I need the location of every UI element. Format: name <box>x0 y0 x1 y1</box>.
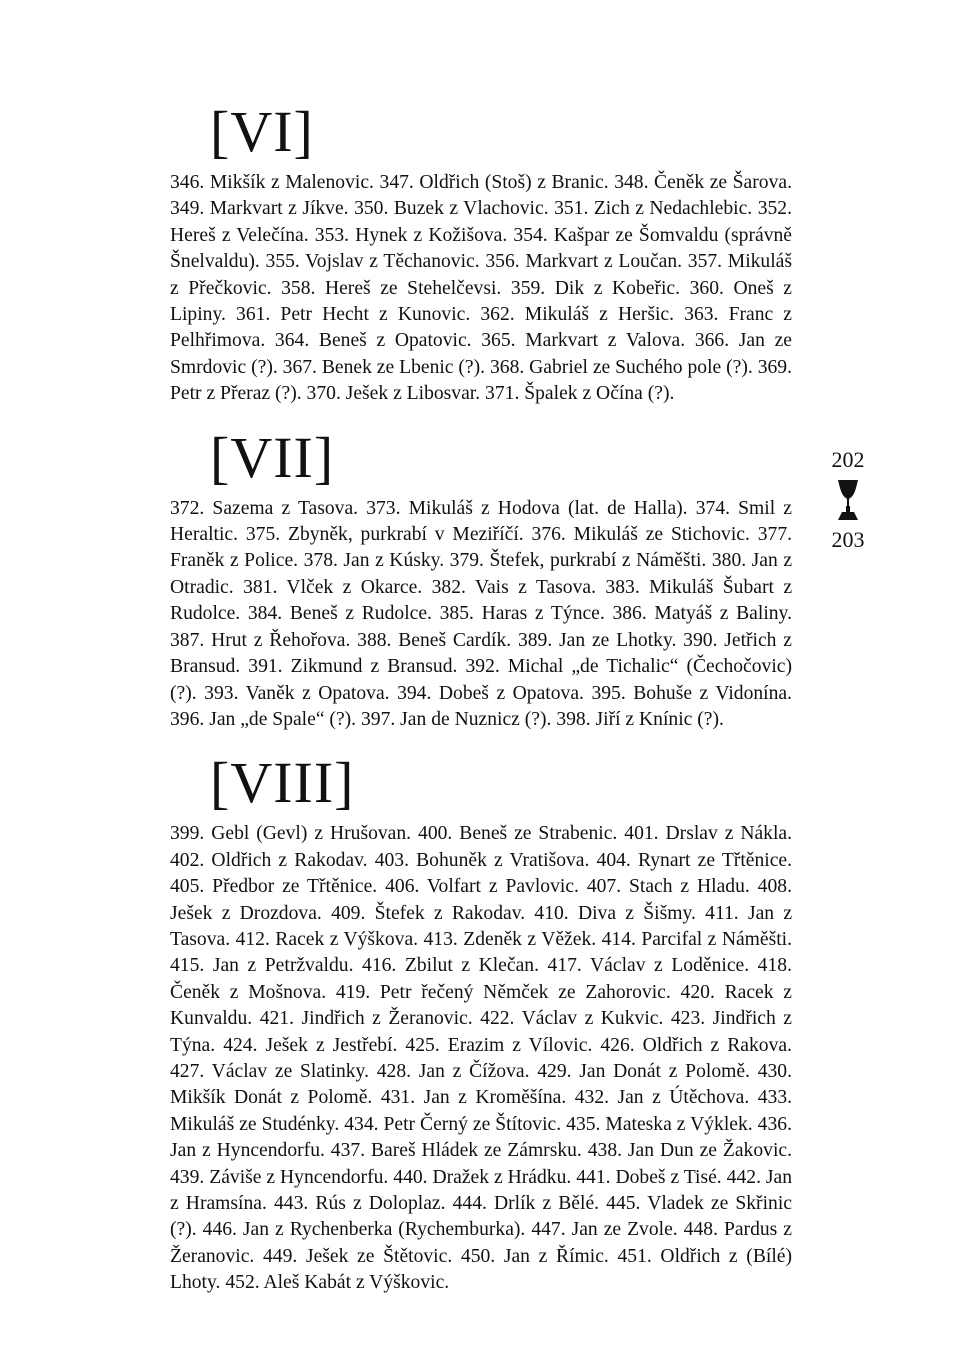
entry-item: 348. Čeněk ze Šarova. <box>614 172 792 193</box>
entry-item: 432. Jan z Útěchova. <box>574 1087 750 1109</box>
page-number-top: 202 <box>831 447 865 472</box>
entry-item: 434. Petr Černý ze Štítovic. <box>344 1113 562 1135</box>
entry-item: 411. Jan z Tasova. <box>170 902 793 950</box>
entry-item: 420. Racek z Kunvaldu. <box>170 981 792 1030</box>
entry-item: 356. Markvart z Loučan. <box>485 251 683 273</box>
entry-item: 383. Mikuláš Šubart z Rudolce. <box>170 576 793 625</box>
entry-item: 359. Dik z Kobeřic. <box>510 277 681 299</box>
entry-item: 392. Michal „de Tichalic“ (Čechočovic) (?). <box>170 656 792 704</box>
entry-list <box>170 496 792 734</box>
entry-item: 354. Kašpar ze Šomvaldu (správně Šnelvaldu). <box>170 224 792 273</box>
entry-item: 375. Zbyněk, purkrabí v Meziříčí. <box>245 524 524 546</box>
entry-item: 358. Hereš ze Stehelčevsi. <box>281 277 502 299</box>
entry-item: 447. Jan ze Zvole. <box>531 1219 678 1241</box>
entry-item: 406. Volfart z Pavlovic. <box>385 876 579 898</box>
page-number-bottom: 203 <box>831 527 865 552</box>
entry-item: 408. Ješek z Drozdova. <box>170 876 792 924</box>
entry-item: 401. Drslav z Nákla. <box>624 823 793 845</box>
entry-item: 349. Markvart z Jíkve. <box>170 198 349 220</box>
entry-item: 440. Dražek z Hrádku. <box>393 1166 572 1188</box>
entry-item: 450. Jan z Římic. <box>460 1245 609 1267</box>
entry-item: 410. Diva z Šišmy. <box>534 902 696 924</box>
entry-item: 452. Aleš Kabát z Výškovic. <box>225 1272 450 1294</box>
entry-item: 405. Předbor ze Třtěnice. <box>170 876 378 898</box>
entry-item: 404. Rynart ze Třtěnice. <box>596 849 792 871</box>
entry-item: 393. Vaněk z Opatova. <box>204 682 390 704</box>
entry-item: 448. Pardus z Žeranovic. <box>170 1219 792 1267</box>
entry-item: 425. Erazim z Vílovic. <box>405 1034 593 1056</box>
entry-item: 427. Václav ze Slatinky. <box>170 1060 369 1082</box>
entry-item: 374. Smil z Heraltic. <box>170 497 793 546</box>
entry-item: 366. Jan ze Smrdovic (?). <box>170 330 792 378</box>
entry-item: 402. Oldřich z Rakodav. <box>170 849 368 871</box>
entry-item: 364. Beneš z Opatovic. <box>274 330 472 352</box>
entry-item: 438. Jan Dun ze Žakovic. <box>587 1140 792 1162</box>
section-heading: [VII] <box>210 424 335 490</box>
entry-item: 437. Bareš Hládek ze Zámrsku. <box>330 1140 582 1162</box>
entry-item: 424. Ješek z Jestřebí. <box>223 1034 398 1056</box>
entry-item: 409. Štefek z Rakodav. <box>331 902 526 924</box>
entry-item: 439. Záviše z Hyncendorfu. <box>170 1166 389 1188</box>
entry-item: 396. Jan „de Spale“ (?). <box>170 708 357 730</box>
entry-item: 443. Rús z Doloplaz. <box>273 1193 446 1214</box>
entry-item: 389. Jan ze Lhotky. <box>517 629 677 651</box>
entry-item: 421. Jindřich z Žeranovic. <box>259 1008 473 1030</box>
chalice-icon <box>834 478 862 522</box>
entry-item: 430. Mikšík Donát z Polomě. <box>170 1060 792 1109</box>
entry-item: 388. Beneš Cardík. <box>357 629 512 651</box>
entry-item: 373. Mikuláš z Hodova (lat. de Halla). <box>366 497 688 519</box>
entry-item: 357. Mikuláš z Přečkovic. <box>170 251 792 299</box>
entry-item: 423. Jindřich z Týna. <box>170 1008 792 1056</box>
entry-item: 429. Jan Donát z Polomě. <box>537 1060 750 1082</box>
entry-item: 380. Jan z Otradic. <box>170 550 793 598</box>
section-vi <box>170 100 792 408</box>
entry-item: 413. Zdeněk z Věžek. <box>423 928 597 950</box>
section-heading: [VI] <box>210 99 314 164</box>
entry-item: 367. Benek ze Lbenic (?). <box>282 356 486 378</box>
entry-item: 417. Václav z Loděnice. <box>547 955 750 977</box>
entry-item: 435. Mateska z Výklek. <box>566 1113 753 1135</box>
entry-item: 451. Oldřich z (Bílé) Lhoty. <box>170 1245 792 1294</box>
entry-item: 347. Oldřich (Stoš) z Branic. <box>379 172 609 193</box>
entry-item: 352. Hereš z Velečína. <box>170 198 792 246</box>
entry-item: 370. Ješek z Libosvar. <box>306 383 481 405</box>
section-vii <box>170 426 792 734</box>
entry-item: 419. Petr řečený Němček ze Zahorovic. <box>335 981 671 1003</box>
entry-item: 346. Mikšík z Malenovic. <box>170 172 374 193</box>
entry-item: 399. Gebl (Gevl) z Hrušovan. <box>170 823 412 845</box>
entry-item: 390. Jetřich z Bransud. <box>170 629 792 678</box>
section-viii <box>170 751 792 1296</box>
entry-item: 446. Jan z Rychenberka (Rychemburka). <box>202 1219 526 1241</box>
entry-item: 365. Markvart z Valova. <box>481 330 686 352</box>
entry-item: 376. Mikuláš ze Stichovic. <box>531 524 750 546</box>
entry-item: 397. Jan de Nuznicz (?). <box>360 708 552 730</box>
entry-item: 362. Mikuláš z Heršic. <box>480 304 675 326</box>
entry-item: 403. Bohuněk z Vratišova. <box>374 849 590 871</box>
entry-item: 382. Vais z Tasova. <box>431 576 596 598</box>
section-heading: [VIII] <box>210 750 355 816</box>
entry-item: 369. Petr z Přeraz (?). <box>170 356 792 405</box>
text-column <box>170 100 792 1297</box>
entry-item: 398. Jiří z Knínic (?). <box>556 708 724 730</box>
entry-item: 407. Stach z Hladu. <box>586 876 750 898</box>
entry-item: 353. Hynek z Kožišova. <box>314 224 508 246</box>
entry-item: 385. Haras z Týnce. <box>439 603 605 625</box>
entry-item: 400. Beneš ze Strabenic. <box>418 823 618 845</box>
entry-item: 361. Petr Hecht z Kunovic. <box>236 304 471 326</box>
page-marker <box>818 448 878 552</box>
entry-item: 378. Jan z Kúsky. <box>303 550 445 572</box>
entry-item: 426. Oldřich z Rakova. <box>600 1034 792 1056</box>
entry-item: 395. Bohuše z Vidonína. <box>591 682 793 704</box>
entry-item: 372. Sazema z Tasova. <box>170 497 359 519</box>
entry-item: 371. Špalek z Očína (?). <box>485 383 675 405</box>
entry-item: 444. Drlík z Bělé. <box>452 1193 600 1214</box>
entry-item: 441. Dobeš z Tisé. <box>576 1166 722 1188</box>
entry-item: 414. Parcifal z Náměšti. <box>601 928 793 950</box>
entry-item: 433. Mikuláš ze Studénky. <box>170 1087 793 1135</box>
entry-list <box>170 821 792 1296</box>
entry-item: 431. Jan z Kroměšína. <box>380 1087 567 1109</box>
entry-item: 350. Buzek z Vlachovic. <box>354 198 549 220</box>
entry-item: 394. Dobeš z Opatova. <box>397 682 584 704</box>
entry-item: 412. Racek z Výškova. <box>235 928 419 950</box>
entry-item: 360. Oneš z Lipiny. <box>170 277 792 326</box>
entry-item: 422. Václav z Kukvic. <box>480 1008 664 1030</box>
entry-item: 418. Čeněk z Mošnova. <box>170 955 792 1003</box>
entry-item: 428. Jan z Čížova. <box>376 1060 530 1082</box>
entry-item: 449. Ješek ze Štětovic. <box>263 1245 453 1267</box>
entry-item: 416. Zbilut z Klečan. <box>362 955 539 977</box>
entry-item: 445. Vladek ze Skřinic (?). <box>170 1193 792 1241</box>
entry-item: 442. Jan z Hramsína. <box>170 1166 793 1214</box>
entry-item: 381. Vlček z Okarce. <box>243 576 423 598</box>
entry-item: 351. Zich z Nedachlebic. <box>554 198 753 220</box>
entry-item: 386. Matyáš z Baliny. <box>612 603 792 625</box>
entry-item: 379. Štefek, purkrabí z Náměšti. <box>449 550 707 572</box>
entry-item: 363. Franc z Pelhřimova. <box>170 304 793 352</box>
entry-item: 436. Jan z Hyncendorfu. <box>170 1113 792 1162</box>
entry-item: 391. Zikmund z Bransud. <box>248 656 458 678</box>
entry-item: 355. Vojslav z Těchanovic. <box>265 251 480 273</box>
entry-item: 387. Hrut z Řehořova. <box>170 629 351 651</box>
entry-item: 384. Beneš z Rudolce. <box>247 603 432 625</box>
entry-item: 368. Gabriel ze Suchého pole (?). <box>489 356 753 378</box>
entry-item: 377. Franěk z Police. <box>170 524 793 572</box>
entry-item: 415. Jan z Petržvaldu. <box>170 955 354 977</box>
entry-list <box>170 170 792 408</box>
